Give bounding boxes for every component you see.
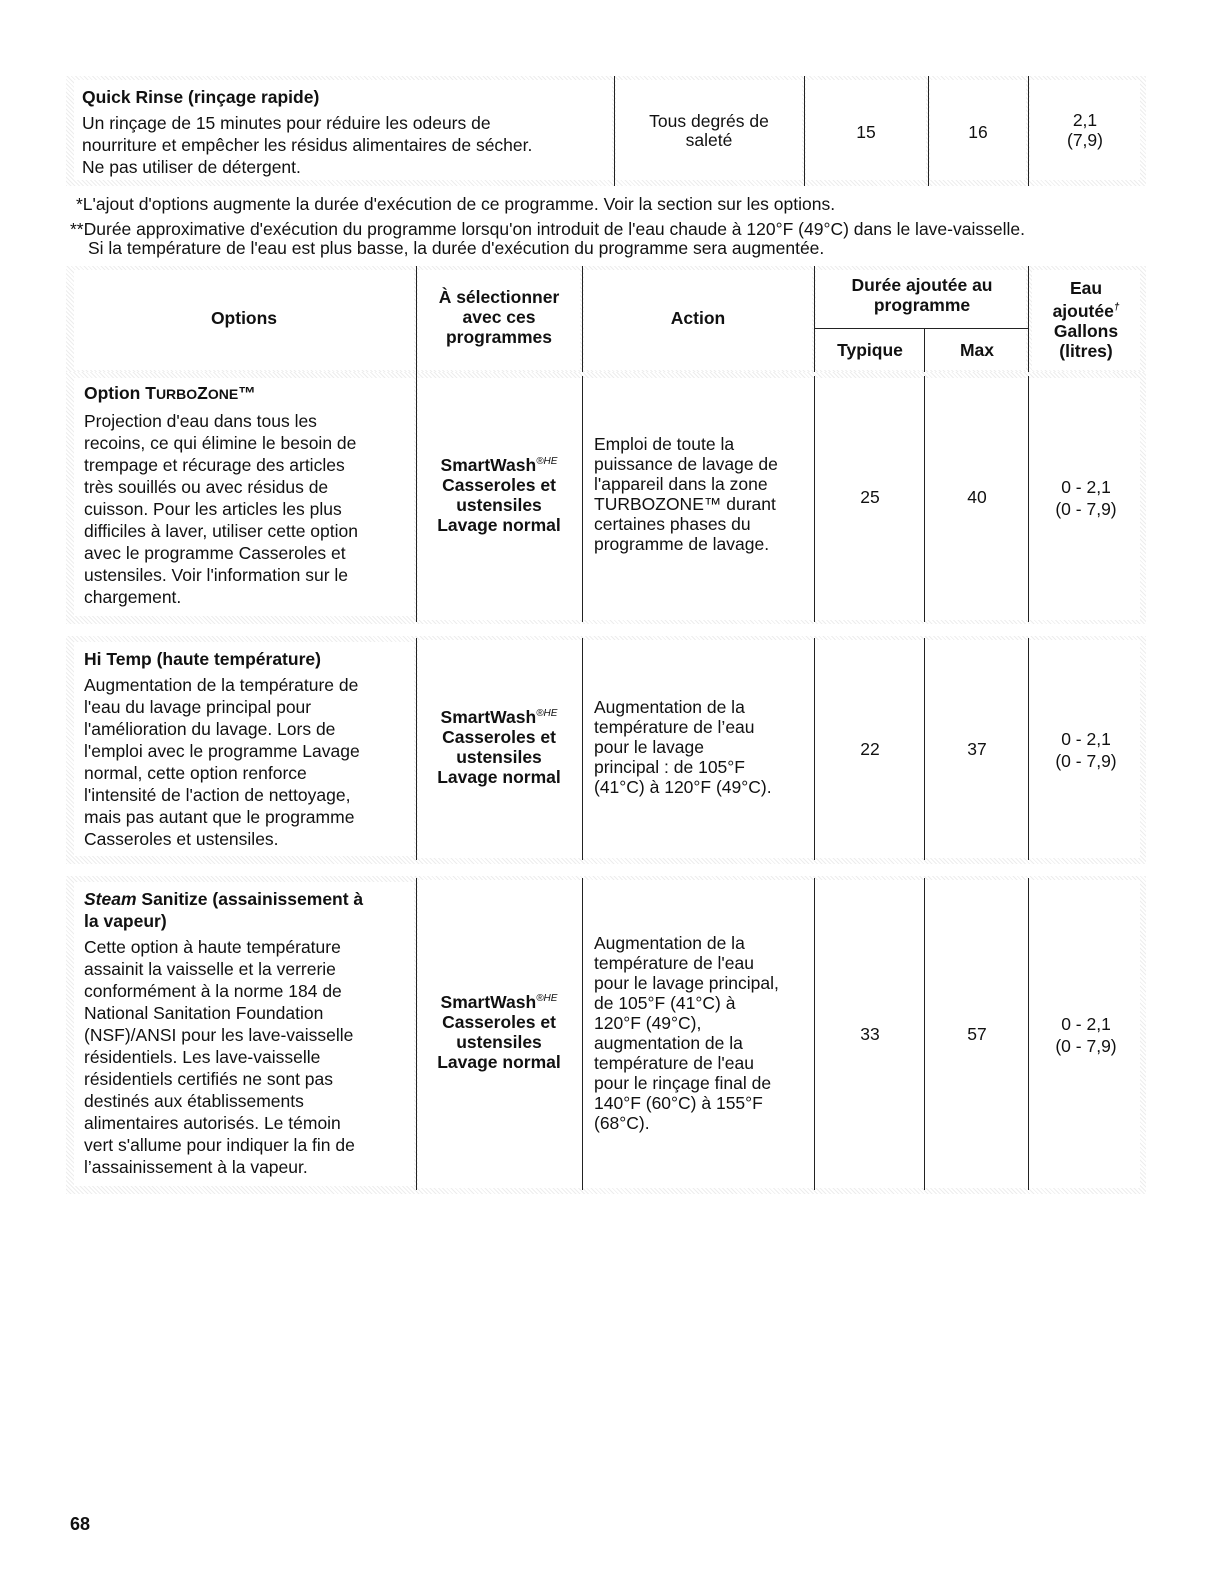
steam-sanitize-programs: SmartWash$^{®HE}$ Casseroles et ustensiles Lavage normal (437, 991, 561, 1072)
turbozone-title: Option TURBOZONE™ (84, 383, 256, 403)
page-number: 68 (70, 1514, 91, 1534)
turbozone-typical: 25 (860, 487, 880, 507)
turbozone-description: Projection d'eau dans tous les recoins, ce qui élimine le besoin de trempage et récurage des articles très souillés ou avec résidus de cuisson. Pour les articles les plus difficiles à laver, utiliser cette option avec le programme Casseroles et ustensiles. Voir l'information sur le chargement. (84, 411, 358, 607)
footnote-duration: **Durée approximative d'exécution du programme lorsqu'on introduit de l'eau chaude à 120°F (49°C) dans le lave-vaisselle. (70, 219, 1025, 239)
quick-rinse-typical: 15 (856, 122, 876, 142)
header-options: Options (210, 308, 278, 328)
steam-sanitize-max: 57 (967, 1024, 987, 1044)
footnote-options: *L'ajout d'options augmente la durée d'exécution de ce programme. Voir la section sur les options. (76, 194, 836, 214)
steam-sanitize-description: Cette option à haute température assainit la vaisselle et la verrerie conformément à la norme 184 de National Sanitation Foundation (NSF)/ANSI pour les lave-vaisselle résidentiels. Les lave-vaisselle résidentiels certifiés ne sont pas destinés aux établissements alimentaires autorisés. Le témoin vert s'allume pour indiquer la fin de l’assainissement à la vapeur. (84, 937, 355, 1177)
turbozone-action: Emploi de toute la puissance de lavage de l'appareil dans la zone TURBOZONE™ durant certaines phases du programme de lavage. (594, 434, 778, 554)
hi-temp-max: 37 (967, 739, 987, 759)
steam-sanitize-water: 0 - 2,1 (0 - 7,9) (1055, 1014, 1117, 1056)
header-typical: Typique (837, 340, 903, 360)
quick-rinse-title: Quick Rinse (rinçage rapide) (82, 87, 320, 107)
hi-temp-programs: SmartWash$^{®HE}$ Casseroles et ustensiles Lavage normal (437, 706, 561, 787)
header-select-programs: À sélectionner avec ces programmes (438, 287, 560, 347)
header-added-water: Eau ajoutée† Gallons (litres) (1052, 278, 1120, 361)
turbozone-max: 40 (967, 487, 987, 507)
steam-sanitize-typical: 33 (860, 1024, 880, 1044)
quick-rinse-water: 2,1 (7,9) (1067, 110, 1103, 150)
hi-temp-title: Hi Temp (haute température) (84, 649, 321, 669)
turbozone-programs: SmartWash$^{®HE}$ Casseroles et ustensiles Lavage normal (437, 454, 561, 535)
header-added-duration: Durée ajoutée au programme (851, 275, 993, 315)
header-action: Action (670, 308, 726, 328)
turbozone-water: 0 - 2,1 (0 - 7,9) (1055, 477, 1117, 519)
hi-temp-description: Augmentation de la température de l'eau du lavage principal pour l'amélioration du lavage. Lors de l'emploi avec le programme Lavage normal, cette option renforce l'intensité de l'action de nettoyage, mais pas autant que le programme Casseroles et ustensiles. (84, 675, 360, 849)
footnote-duration-cont: Si la température de l'eau est plus basse, la durée d'exécution du programme sera augmentée. (88, 238, 825, 258)
hi-temp-action: Augmentation de la température de l’eau pour le lavage principal : de 105°F (41°C) à 120°F (49°C). (594, 697, 772, 797)
hi-temp-water: 0 - 2,1 (0 - 7,9) (1055, 729, 1117, 771)
header-max: Max (959, 340, 995, 360)
quick-rinse-max: 16 (968, 122, 988, 142)
quick-rinse-soil: Tous degrés de saleté (649, 111, 769, 150)
steam-sanitize-action: Augmentation de la température de l'eau pour le lavage principal, de 105°F (41°C) à 120°F (49°C), augmentation de la température de l'eau pour le rinçage final de 140°F (60°C) à 155°F (68°C). (594, 933, 779, 1133)
quick-rinse-description: Un rinçage de 15 minutes pour réduire les odeurs de nourriture et empêcher les résidus alimentaires de sécher. Ne pas utiliser de détergent. (82, 113, 533, 177)
steam-sanitize-title: Steam Sanitize (assainissement à la vapeur) (84, 889, 364, 931)
hi-temp-typical: 22 (860, 739, 880, 759)
